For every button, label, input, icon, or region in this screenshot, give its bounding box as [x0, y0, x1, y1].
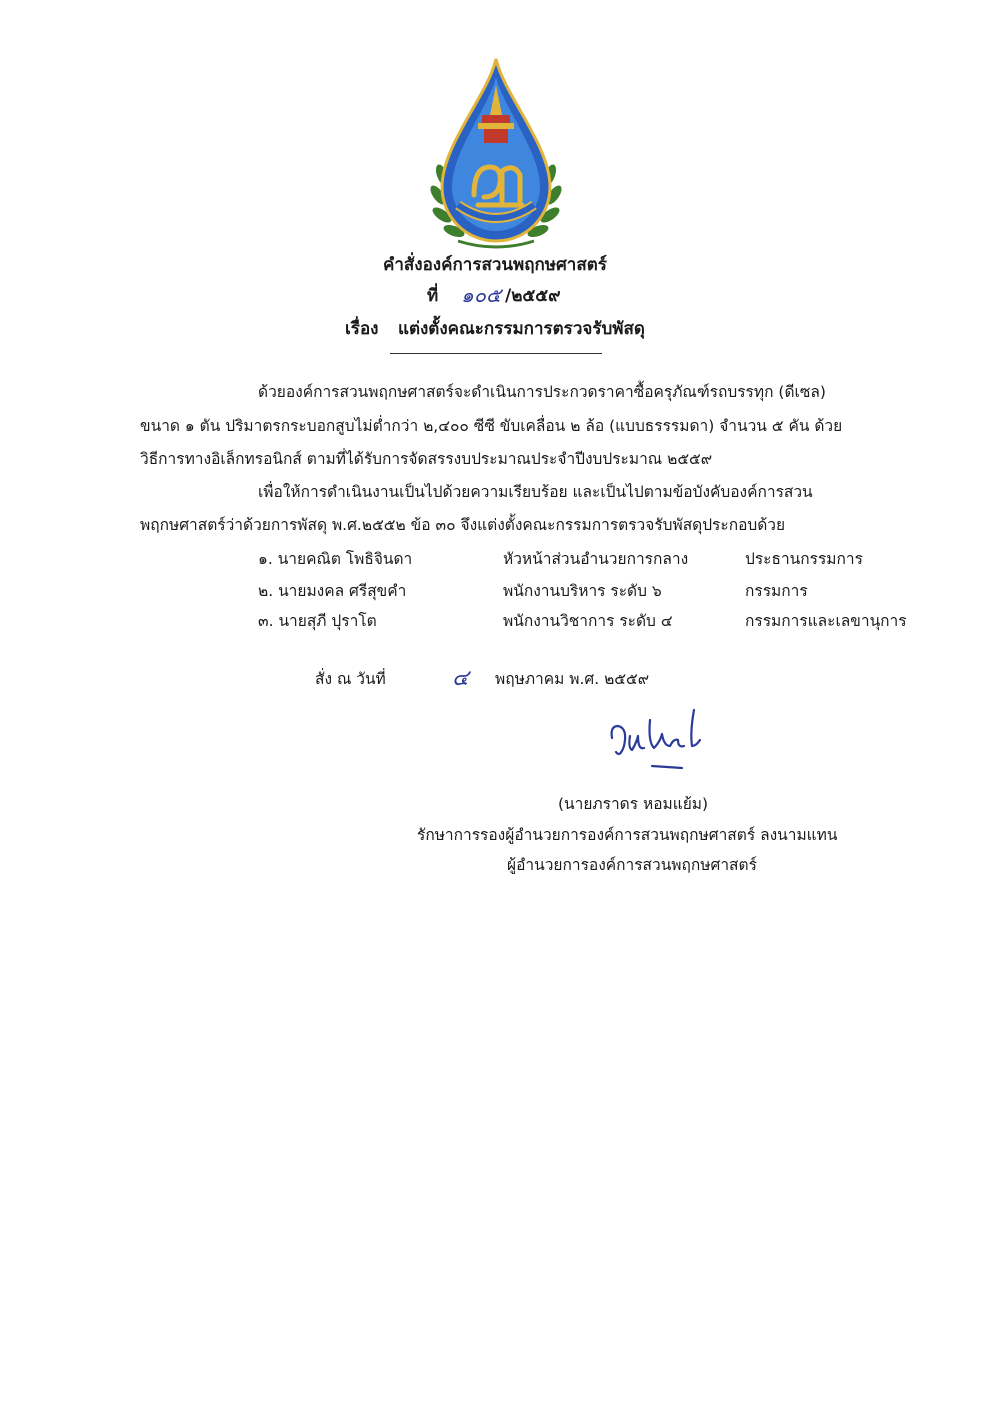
paragraph-2-line-1: เพื่อให้การดำเนินงานเป็นไปด้วยความเรียบร้อย และเป็นไปตามข้อบังคับองค์การสวน — [258, 483, 813, 501]
order-number-suffix: /๒๕๕๙ — [505, 286, 561, 306]
order-date-prefix: สั่ง ณ วันที่ — [315, 670, 386, 688]
organization-logo — [418, 55, 574, 255]
handwritten-signature — [598, 702, 708, 774]
subject-text: แต่งตั้งคณะกรรมการตรวจรับพัสดุ — [398, 319, 645, 339]
committee-member-2-role: กรรมการ — [745, 582, 808, 600]
signatory-title-line-1: รักษาการรองผู้อำนวยการองค์การสวนพฤกษศาสตร์ ลงนามแทน — [417, 826, 838, 844]
paragraph-1-line-3: วิธีการทางอิเล็กทรอนิกส์ ตามที่ได้รับการจัดสรรงบประมาณประจำปีงบประมาณ ๒๕๕๙ — [140, 450, 713, 468]
committee-member-3-name: ๓. นายสุภี ปุราโต — [258, 612, 377, 630]
committee-member-2-name: ๒. นายมงคล ศรีสุขคำ — [258, 582, 407, 600]
paragraph-2-line-2: พฤกษศาสตร์ว่าด้วยการพัสดุ พ.ศ.๒๕๕๒ ข้อ ๓๐ จึงแต่งตั้งคณะกรรมการตรวจรับพัสดุประกอบด้วย — [140, 516, 786, 534]
header-divider — [390, 353, 602, 354]
signatory-title-line-2: ผู้อำนวยการองค์การสวนพฤกษศาสตร์ — [507, 856, 757, 874]
order-number-handwritten: ๑๐๕ — [461, 283, 502, 307]
signatory-name: (นายภราดร หอมแย้ม) — [558, 795, 709, 813]
subject-label: เรื่อง — [345, 319, 379, 339]
order-date-day-handwritten: ๔ — [452, 666, 469, 691]
committee-member-2-position: พนักงานบริหาร ระดับ ๖ — [503, 582, 662, 600]
order-number-prefix: ที่ — [427, 286, 439, 306]
committee-member-1-position: หัวหน้าส่วนอำนวยการกลาง — [503, 550, 689, 568]
paragraph-1-line-1: ด้วยองค์การสวนพฤกษศาสตร์จะดำเนินการประกวดราคาซื้อครุภัณฑ์รถบรรทุก (ดีเซล) — [258, 383, 826, 401]
order-title: คำสั่งองค์การสวนพฤกษศาสตร์ — [383, 255, 607, 275]
committee-member-3-position: พนักงานวิชาการ ระดับ ๔ — [503, 612, 673, 630]
committee-member-1-role: ประธานกรรมการ — [745, 550, 863, 568]
committee-member-1-name: ๑. นายคณิต โพธิจินดา — [258, 550, 413, 568]
paragraph-1-line-2: ขนาด ๑ ตัน ปริมาตรกระบอกสูบไม่ต่ำกว่า ๒,๔๐๐ ซีซี ขับเคลื่อน ๒ ล้อ (แบบธรรรมดา) จำนวน ๕ คัน ด้วย — [140, 417, 843, 435]
committee-member-3-role: กรรมการและเลขานุการ — [745, 612, 907, 630]
order-date-month-year: พฤษภาคม พ.ศ. ๒๕๕๙ — [495, 670, 650, 688]
